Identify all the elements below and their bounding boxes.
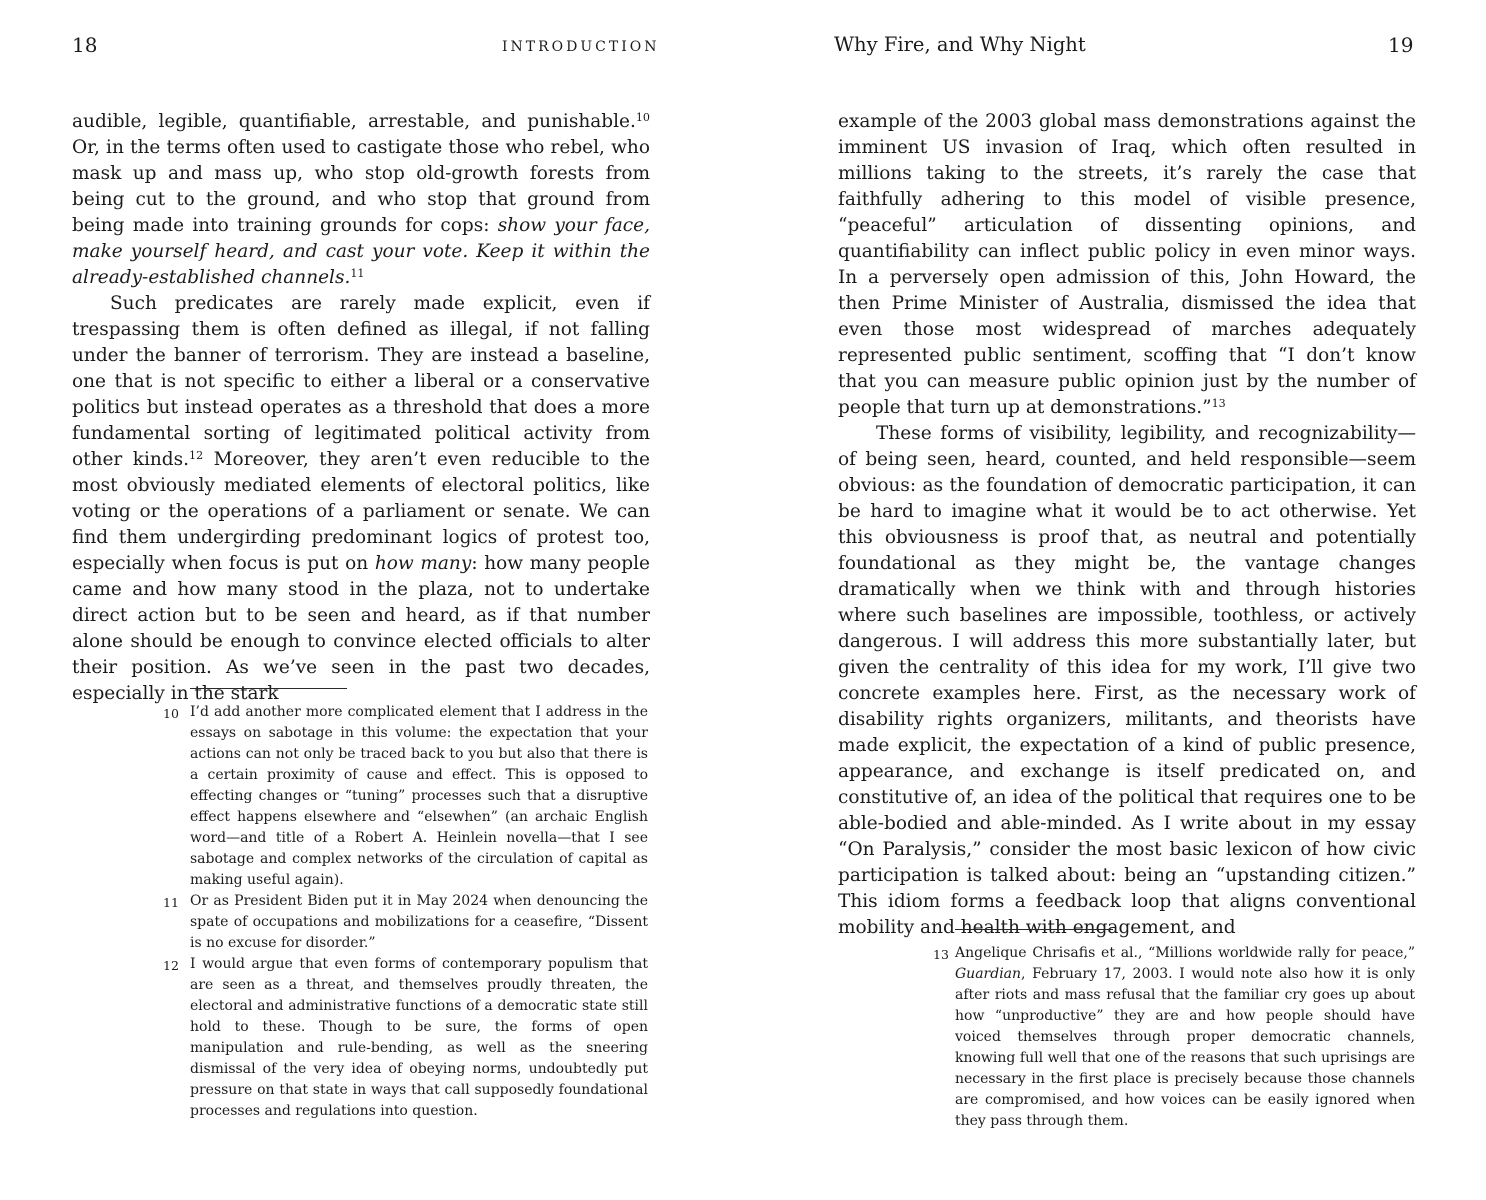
footnotes-right bbox=[933, 921, 1415, 1132]
footnote bbox=[163, 891, 648, 954]
body-text-left bbox=[72, 109, 650, 707]
footnote-rule bbox=[190, 688, 347, 689]
footnotes-left bbox=[163, 680, 648, 1122]
body-paragraph: Such predicates are rarely made explicit, even if trespassing them is often defined as illegal, if not falling under the banner of terrorism. They are instead a baseline, one that is not specific to either a liberal or a conservative politics but instead operates as a threshold that does a more fundamental sorting of legitimated political activity from other kinds.$^{12}$ Moreover, they aren’t even reducible to the most obviously mediated elements of electoral politics, like voting or the operations of a parliament or senate. We can find them undergirding predominant logics of protest too, especially when focus is put on how many: how many people came and how many stood in the plaza, not to undertake direct action but to be seen and heard, as if that number alone should be enough to convince elected officials to alter their position. As we’ve seen in the past two decades, especially in the stark bbox=[72, 293, 651, 704]
footnote-text: Angelique Chrisafis et al., “Millions worldwide rally for peace,” Guardian, February 17, 2003. I would note also how it is only after riots and mass refusal that the familiar cry goes up about how “unproductive” they are and how people should have voiced themselves through proper democratic channels, knowing full well that one of the reasons that such uprisings are necessary in the first place is precisely because those channels are compromised, and how voices can be easily ignored when they pass through them. bbox=[955, 945, 1415, 1129]
body-paragraph: example of the 2003 global mass demonstrations against the imminent US invasion of Iraq, which often resulted in millions taking to the streets, it’s rarely the case that faithfully adhering to this model of visible presence, “peaceful” articulation of dissenting opinions, and quantifiability can inflect public policy in even minor ways. In a perversely open admission of this, John Howard, the then Prime Minister of Australia, dismissed the idea that even those most widespread of marches adequately represented public sentiment, scoffing that “I don’t know that you can measure public opinion just by the number of people that turn up at demonstrations.”$^{13}$ bbox=[838, 111, 1416, 418]
page-number-left: 18 bbox=[72, 33, 98, 57]
footnote bbox=[163, 702, 648, 891]
footnote-number: 11 bbox=[163, 895, 179, 910]
footnote-text: Or as President Biden put it in May 2024 when denouncing the spate of occupations and mobilizations for a ceasefire, “Dissent is no excuse for disorder.” bbox=[190, 893, 648, 951]
running-head-right: Why Fire, and Why Night bbox=[834, 33, 1086, 56]
footnote-text: I would argue that even forms of contemporary populism that are seen as a threat, and themselves proudly threaten, the electoral and administrative functions of a democratic state still hold to these. Though to be sure, the forms of open manipulation and rule-bending, as well as the sneering dismissal of the very idea of obeying norms, undoubtedly put pressure on that state in ways that call supposedly foundational processes and regulations into question. bbox=[190, 956, 648, 1119]
footnote bbox=[933, 943, 1415, 1132]
footnote-text: I’d add another more complicated element that I address in the essays on sabotage in this volume: the expectation that your actions can not only be traced back to you but also that there is a certain proximity of cause and effect. This is opposed to effecting changes or “tuning” processes such that a disruptive effect happens elsewhere and “elsewhen” (an archaic English word—and title of a Robert A. Heinlein novella—that I see sabotage and complex networks of the circulation of capital as making useful again). bbox=[190, 704, 648, 888]
footnote-rule bbox=[955, 929, 1113, 930]
body-text-right bbox=[838, 109, 1416, 941]
page-number-right: 19 bbox=[1388, 33, 1414, 57]
page-right bbox=[743, 0, 1486, 1200]
footnote-number: 12 bbox=[163, 958, 179, 973]
body-paragraph: audible, legible, quantifiable, arrestable, and punishable.$^{10}$ Or, in the terms often used to castigate those who rebel, who mask up and mass up, who stop old-growth forests from being cut to the ground, and who stop that ground from being made into training grounds for cops: show your face, make yourself heard, and cast your vote. Keep it within the already-established channels.$^{11}$ bbox=[72, 111, 650, 288]
body-paragraph: These forms of visibility, legibility, and recognizability—of being seen, heard, counted, and held responsible—seem obvious: as the foundation of democratic participation, it can be hard to imagine what it would be to act otherwise. Yet this obviousness is proof that, as neutral and potentially foundational as they might be, the vantage changes dramatically when we think with and through histories where such baselines are impossible, toothless, or actively dangerous. I will address this more substantially later, but given the centrality of this idea for my work, I’ll give two concrete examples here. First, as the necessary work of disability rights organizers, militants, and theorists have made explicit, the expectation of a kind of public presence, appearance, and exchange is itself predicated on, and constitutive of, an idea of the political that requires one to be able-bodied and able-minded. As I write about in my essay “On Paralysis,” consider the most basic lexicon of how civic participation is talked about: being an “upstanding citizen.” This idiom forms a feedback loop that aligns conventional mobility and health with engagement, and bbox=[838, 423, 1416, 938]
footnote-number: 10 bbox=[163, 706, 179, 721]
footnote bbox=[163, 954, 648, 1122]
running-head-left: INTRODUCTION bbox=[502, 39, 660, 55]
footnote-number: 13 bbox=[933, 947, 949, 962]
